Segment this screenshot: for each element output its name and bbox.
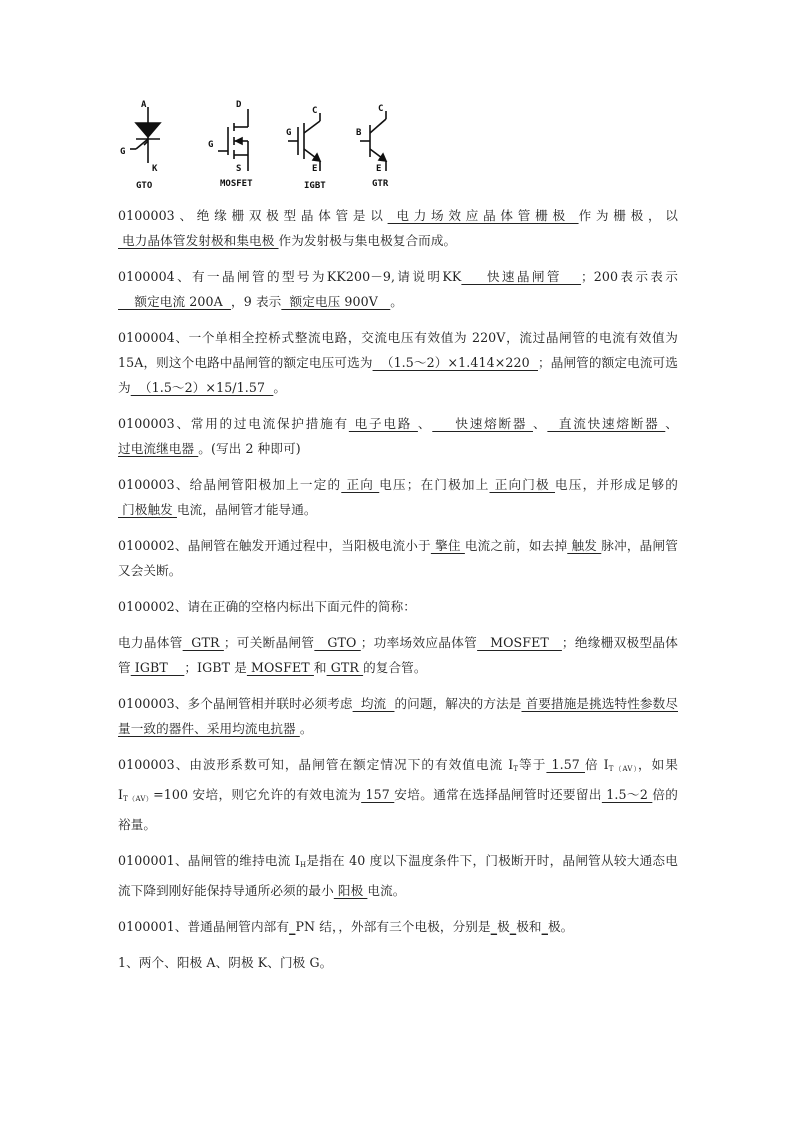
text: ；IGBT 是 bbox=[184, 660, 247, 675]
text: 0100003、绝缘栅双极型晶体管是以 bbox=[118, 208, 388, 223]
subscript: H bbox=[299, 861, 307, 869]
device-symbols bbox=[110, 95, 430, 195]
answer-blank: 擎住 bbox=[430, 538, 465, 553]
subscript: T（AV） bbox=[123, 795, 154, 803]
answer-blank: 额定电压 900V bbox=[281, 294, 391, 309]
text: 安培。通常在选择晶闸管时还要留出 bbox=[394, 787, 602, 802]
answer-blank: 电力场效应晶体管栅极 bbox=[387, 208, 579, 223]
answer-blank: 电力晶体管发射极和集电极 bbox=[118, 233, 279, 248]
gtr-base-label: B bbox=[356, 128, 362, 138]
text: 电力晶体管 bbox=[118, 635, 183, 650]
answer-blank: 首要措施是挑选特性参数尽量一致的器件、采用均流电抗器 bbox=[118, 696, 678, 736]
question-parallel-connection bbox=[118, 691, 678, 741]
text: 等于 bbox=[518, 757, 547, 772]
text: ；绝缘栅双极型晶体管 bbox=[118, 635, 678, 675]
text: 和 bbox=[313, 660, 327, 675]
text: 作为发射极与集电极复合而成。 bbox=[278, 233, 457, 248]
text: 的问题，解决的方法是 bbox=[394, 696, 522, 711]
answer-blank: 门极触发 bbox=[118, 502, 177, 517]
answer-blank: IGBT bbox=[130, 660, 185, 675]
text: PN 结，，外部有三个电极，分别是 bbox=[295, 919, 491, 934]
text: ；200表示表示 bbox=[581, 269, 678, 284]
answer-blank: GTR bbox=[326, 660, 364, 675]
question-rated-values bbox=[118, 325, 678, 400]
text: 的复合管。 bbox=[363, 660, 427, 675]
question-holding-current bbox=[118, 848, 678, 903]
gto-gate-label: G bbox=[120, 147, 126, 157]
document-body bbox=[118, 203, 678, 986]
text: ，9 表示 bbox=[231, 294, 282, 309]
answer-blank: 阳极 bbox=[333, 883, 368, 898]
answer-blank: 正向 bbox=[341, 477, 380, 492]
answer-blank: （1.5～2）×15/1.57 bbox=[130, 380, 274, 395]
text: 0100002、晶闸管在触发开通过程中，当阳极电流小于 bbox=[118, 538, 431, 553]
text: 脉冲，晶闸管又会关断。 bbox=[118, 538, 678, 578]
answer-blank: 电子电路 bbox=[348, 416, 418, 431]
answer-blank: 1.57 bbox=[546, 757, 585, 772]
text: 、 bbox=[533, 416, 548, 431]
question-overcurrent-protection bbox=[118, 411, 678, 461]
text: 0100004、有一晶闸管的型号为KK200－9,请说明KK bbox=[118, 269, 462, 284]
text: 0100003、给晶闸管阳极加上一定的 bbox=[118, 477, 342, 492]
text: ，如果 I bbox=[118, 757, 679, 802]
answer-blank: 额定电流 200A bbox=[118, 294, 232, 309]
text: 0100001、晶闸管的维持电流 I bbox=[118, 853, 300, 868]
question-igbt-structure bbox=[118, 203, 678, 253]
answer-blank: 1.5～2 bbox=[601, 787, 653, 802]
text: 电流。 bbox=[367, 883, 406, 898]
text: 0100003、常用的过电流保护措施有 bbox=[118, 416, 349, 431]
text: 倍 I bbox=[584, 757, 609, 772]
answer-blank: _ bbox=[490, 919, 498, 934]
text: ；可关断晶闸管 bbox=[223, 635, 315, 650]
answer-blank: 157 bbox=[361, 787, 395, 802]
answer-blank: 正向门极 bbox=[489, 477, 556, 492]
answer-blank: 快速晶闸管 bbox=[461, 269, 582, 284]
mosfet-drain-label: D bbox=[236, 100, 242, 110]
text: 、 bbox=[665, 416, 678, 431]
answer-blank: 过电流继电器 bbox=[118, 441, 199, 456]
device-symbol-drawing bbox=[110, 95, 430, 195]
question-conduction-condition bbox=[118, 472, 678, 522]
answer-blank: _ bbox=[509, 919, 517, 934]
answer-blank: 快速熔断器 bbox=[432, 416, 533, 431]
answer-line: 1、两个、阳极 A、阴极 K、门极 G。 bbox=[118, 955, 333, 970]
igbt-gate-label: G bbox=[286, 128, 292, 138]
answer-blank: 直流快速熔断器 bbox=[547, 416, 666, 431]
gto-anode-label: A bbox=[141, 100, 147, 110]
text: 、 bbox=[417, 416, 433, 431]
gto-label: GTO bbox=[136, 181, 153, 191]
igbt-emitter-label: E bbox=[312, 164, 318, 174]
gtr-collector-label: C bbox=[378, 104, 384, 114]
answer-blank: GTO bbox=[314, 635, 361, 650]
text: ；功率场效应晶体管 bbox=[360, 635, 478, 650]
text: 极。 bbox=[547, 919, 574, 934]
igbt-label: IGBT bbox=[304, 181, 326, 191]
text: 0100004、一个单相全控桥式整流电路，交流电压有效值为 220V，流过晶闸管的电流有效值为 15A，则这个电路中晶闸管的额定电压可选为 bbox=[118, 330, 678, 370]
text: 0100003、多个晶闸管相并联时必须考虑 bbox=[118, 696, 353, 711]
text: 。 bbox=[299, 721, 313, 736]
answer-blank: 触发 bbox=[567, 538, 602, 553]
question-waveform-factor bbox=[118, 752, 678, 837]
text: 。 bbox=[273, 380, 287, 395]
gtr-label: GTR bbox=[372, 179, 389, 189]
answer-blank: MOSFET bbox=[477, 635, 562, 650]
question-turn-off bbox=[118, 533, 678, 583]
text: =100 安培，则它允许的有效电流为 bbox=[153, 787, 362, 802]
answer-blank: （1.5～2）×1.414×220 bbox=[372, 355, 538, 370]
text: 是指在 40 度以下温度条件下，门极断开时，晶闸管从较大通态电流下降到刚好能保持导通所必须的最小 bbox=[118, 853, 678, 898]
text: 电压，并形成足够的 bbox=[555, 477, 678, 492]
mosfet-label: MOSFET bbox=[220, 179, 253, 189]
text: ；晶闸管的额定电流可选 为 bbox=[118, 355, 678, 395]
gtr-emitter-label: E bbox=[376, 164, 382, 174]
text: 0100003、由波形系数可知，晶闸管在额定情况下的有效值电流 I bbox=[118, 757, 514, 772]
text: 。 bbox=[390, 294, 403, 309]
answer-blank: 均流 bbox=[352, 696, 395, 711]
mosfet-gate-label: G bbox=[208, 140, 214, 150]
text: 极 bbox=[497, 919, 510, 934]
subscript: T bbox=[513, 765, 519, 773]
answer-blank: MOSFET bbox=[246, 660, 314, 675]
answer-blank: GTR bbox=[182, 635, 224, 650]
text: 倍的裕量。 bbox=[118, 787, 678, 832]
text: 电流，晶闸管才能导通。 bbox=[176, 502, 317, 517]
answer-blank: _ bbox=[289, 919, 296, 934]
gto-cathode-label: K bbox=[152, 164, 158, 174]
text: 电压；在门极加上 bbox=[379, 477, 490, 492]
mosfet-source-label: S bbox=[236, 164, 242, 174]
text: 0100001、普通晶闸管内部有 bbox=[118, 919, 290, 934]
question-abbreviations-title: 0100002、请在正确的空格内标出下面元件的简称： bbox=[118, 599, 416, 614]
question-abbreviations bbox=[118, 630, 678, 680]
text: 电流之前，如去掉 bbox=[464, 538, 568, 553]
subscript: T（AV） bbox=[608, 765, 639, 773]
answer-blank: _ bbox=[541, 919, 548, 934]
text: 。(写出 2 种即可) bbox=[198, 441, 301, 456]
text: 作为栅极，以 bbox=[578, 208, 678, 223]
question-thyristor-electrodes bbox=[118, 914, 678, 939]
text: 极和 bbox=[516, 919, 542, 934]
question-thyristor-model bbox=[118, 264, 678, 314]
igbt-collector-label: C bbox=[312, 106, 318, 116]
